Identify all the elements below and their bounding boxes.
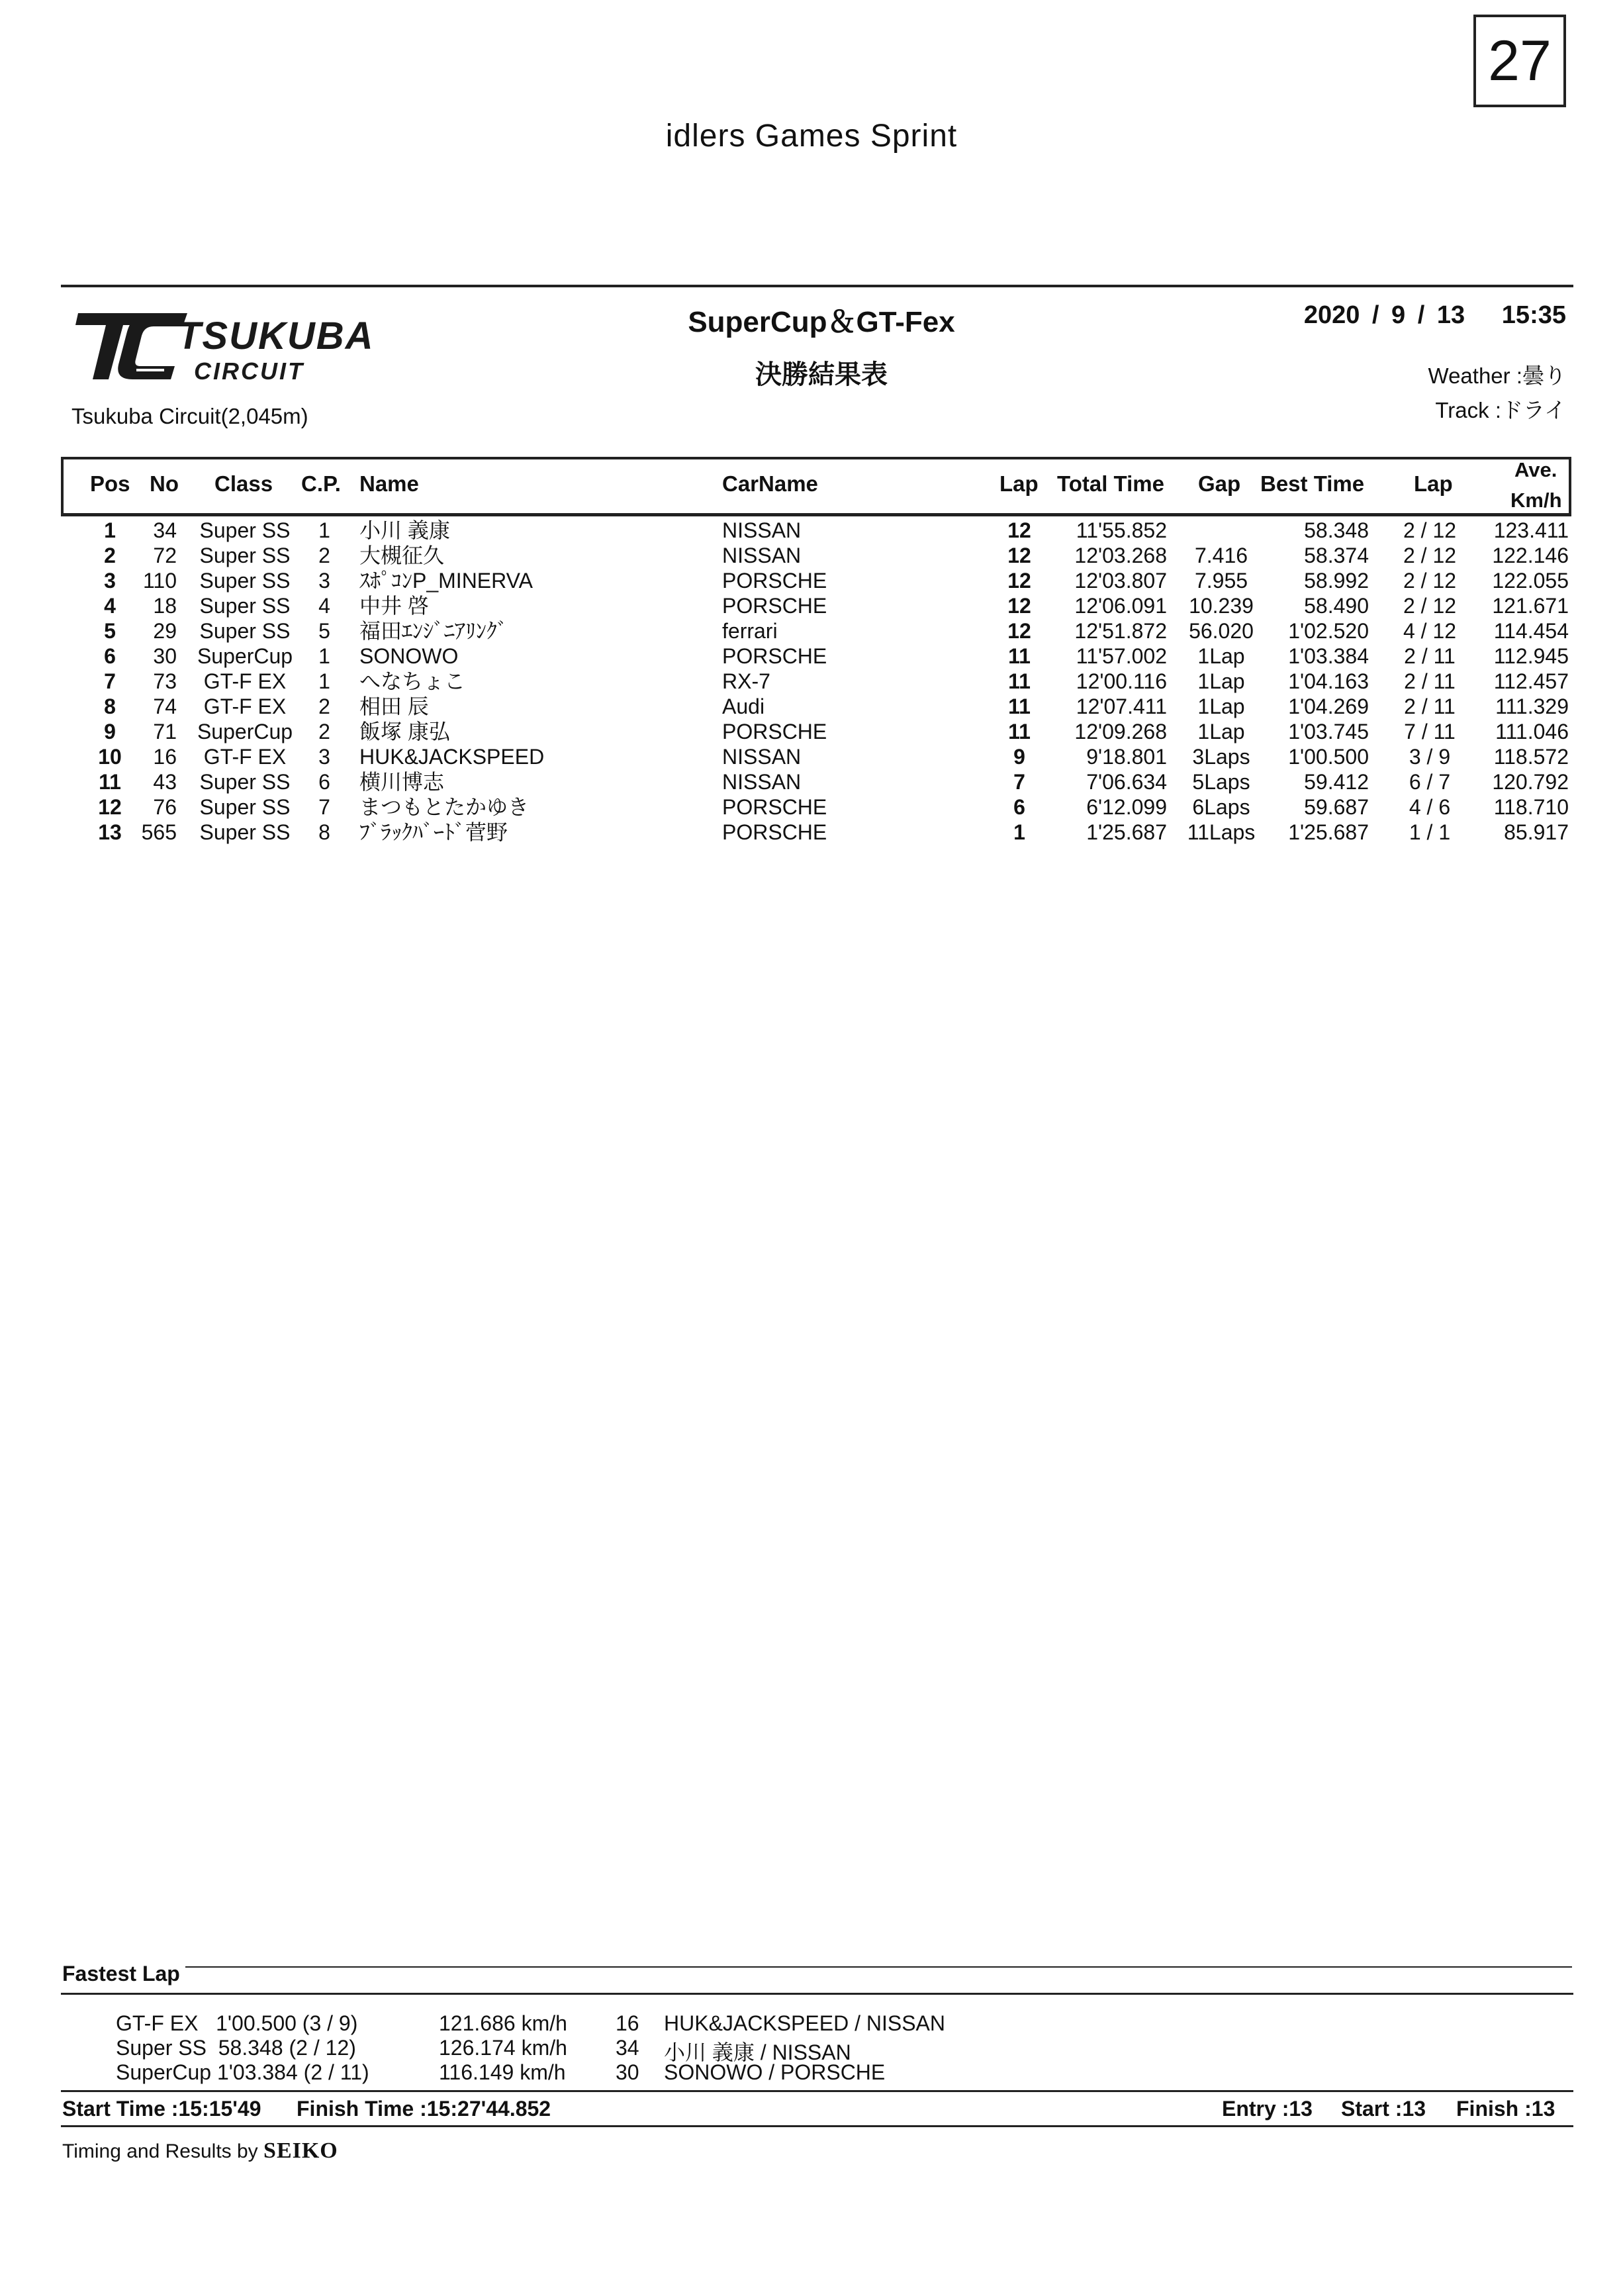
cell-class: Super SS [199,544,291,567]
cell-class: Super SS [199,795,291,819]
cell-lap: 11 [1008,644,1031,668]
cell-gap: 7.416 [1194,544,1248,567]
cell-best-lap: 4 / 6 [1409,795,1451,819]
cell-cp: 2 [318,694,330,718]
cell-total: 7'06.634 [1086,770,1167,794]
cell-best: 58.348 [1304,518,1369,542]
cell-pos: 5 [104,619,116,643]
cell-best-lap: 1 / 1 [1409,820,1451,844]
cell-best: 58.490 [1304,594,1369,618]
cell-total: 12'09.268 [1074,720,1167,743]
weather: Weather :曇り [1428,363,1566,388]
cell-best-lap: 7 / 11 [1404,720,1456,743]
race-datetime: 2020 / 9 / 13 15:35 [1303,301,1566,329]
cell-ave: 122.146 [1492,544,1569,567]
cell-best-lap: 2 / 11 [1404,694,1456,718]
cell-pos: 6 [104,644,116,668]
cell-no: 74 [153,694,177,718]
cell-car: NISSAN [722,518,802,542]
cell-best-lap: 3 / 9 [1409,745,1451,769]
cell-ave: 85.917 [1504,820,1569,844]
cell-class: Super SS [199,518,291,542]
cell-cp: 3 [318,569,330,593]
cell-pos: 4 [104,594,116,618]
cell-lap: 11 [1008,669,1031,693]
cell-gap: 1Lap [1197,694,1245,718]
cell-best: 1'04.269 [1288,694,1369,718]
table-row [0,744,1623,769]
cell-best-lap: 2 / 11 [1404,644,1456,668]
cell-car: PORSCHE [722,820,827,844]
cell-no: 72 [153,544,177,567]
cell-class: Super SS [199,569,291,593]
cell-name: ﾌﾞﾗｯｸﾊﾞｰﾄﾞ菅野 [359,820,508,844]
track-condition: Track :ドライ [1435,398,1566,422]
cell-cp: 1 [318,518,330,542]
table-row [0,694,1623,719]
cell-car: NISSAN [722,745,802,769]
fastest-lap-driver-3: SONOWO / PORSCHE [664,2060,886,2084]
cell-lap: 12 [1007,518,1031,542]
cell-class: Super SS [199,594,291,618]
cell-cp: 5 [318,619,330,643]
cell-class: Super SS [199,619,291,643]
table-row [0,644,1623,669]
cell-cp: 6 [318,770,330,794]
cell-cp: 4 [318,594,330,618]
cell-name: 相田 辰 [359,694,429,718]
cell-pos: 8 [104,694,116,718]
fastest-lap-class-3: SuperCup 1'03.384 (2 / 11) [116,2060,369,2084]
cell-class: GT-F EX [203,669,287,693]
cell-car: PORSCHE [722,720,827,743]
start-time: Start Time :15:15'49 [62,2097,261,2121]
table-row [0,618,1623,644]
cell-pos: 7 [104,669,116,693]
cell-class: SuperCup [197,720,293,743]
cell-name: へなちょこ [359,669,466,693]
cell-pos: 9 [104,720,116,743]
cell-name: 横川博志 [359,770,445,794]
table-row [0,820,1623,845]
table-row [0,593,1623,618]
fastest-lap-no-1: 16 [616,2011,639,2035]
cell-ave: 120.792 [1492,770,1569,794]
table-row [0,794,1623,820]
cell-ave: 112.457 [1493,669,1569,693]
cell-best-lap: 2 / 12 [1403,569,1457,593]
timing-credit-text: Timing and Results by [62,2140,258,2162]
cell-name: ｽﾎﾟｺﾝP_MINERVA [359,569,533,593]
cell-best-lap: 4 / 12 [1403,619,1457,643]
cell-cp: 1 [318,669,330,693]
cell-class: GT-F EX [203,694,287,718]
cell-ave: 122.055 [1492,569,1569,593]
event-title: idlers Games Sprint [665,119,958,154]
cell-total: 11'55.852 [1076,518,1167,542]
cell-name: 福田ｴﾝｼﾞﾆｱﾘﾝｸﾞ [359,619,508,643]
cell-car: Audi [722,694,765,718]
start-count: Start :13 [1341,2097,1426,2121]
cell-pos: 13 [98,820,122,844]
circuit-name: Tsukuba Circuit(2,045m) [71,404,308,428]
col-best-lap: Lap [1414,471,1453,496]
cell-gap: 5Laps [1192,770,1250,794]
cell-no: 34 [153,518,177,542]
fastest-lap-speed-2: 126.174 km/h [439,2036,567,2060]
cell-no: 18 [153,594,177,618]
cell-best-lap: 2 / 12 [1403,594,1457,618]
cell-name: まつもとたかゆき [359,795,530,819]
col-no: No [150,471,179,496]
cell-car: ferrari [722,619,778,643]
col-lap: Lap [999,471,1039,496]
cell-gap: 10.239 [1189,594,1254,618]
fastest-lap-class-2: Super SS 58.348 (2 / 12) [116,2036,356,2060]
cell-best-lap: 2 / 12 [1403,544,1457,567]
cell-pos: 3 [104,569,116,593]
cell-name: 小川 義康 [359,518,450,542]
cell-best: 1'03.745 [1288,720,1369,743]
race-name: SuperCup＆GT-Fex [688,306,955,338]
cell-name: SONOWO [359,644,459,668]
cell-lap: 12 [1007,544,1031,567]
col-best-time: Best Time [1260,471,1365,496]
page-number: 27 [1473,15,1566,107]
cell-pos: 11 [99,770,121,794]
cell-no: 76 [153,795,177,819]
logo-line2: CIRCUIT [194,358,304,385]
fastest-lap-no-3: 30 [616,2060,639,2084]
col-ave-line2: Km/h [1510,489,1562,512]
cell-car: PORSCHE [722,569,827,593]
fastest-lap-driver-2: 小川 義康 / NISSAN [664,2040,851,2064]
cell-best: 59.412 [1304,770,1369,794]
cell-best-lap: 2 / 12 [1403,518,1457,542]
finish-count: Finish :13 [1456,2097,1555,2121]
cell-ave: 114.454 [1493,619,1569,643]
cell-lap: 1 [1013,820,1025,844]
cell-cp: 1 [318,644,330,668]
fastest-lap-class-1: GT-F EX 1'00.500 (3 / 9) [116,2011,358,2035]
cell-no: 71 [153,720,177,743]
cell-cp: 8 [318,820,330,844]
cell-ave: 123.411 [1493,518,1569,542]
fastest-lap-driver-1: HUK&JACKSPEED / NISSAN [664,2011,945,2035]
cell-lap: 12 [1007,619,1031,643]
cell-cp: 2 [318,720,330,743]
table-row [0,669,1623,694]
cell-car: NISSAN [722,770,802,794]
cell-pos: 2 [104,544,116,567]
cell-total: 1'25.687 [1086,820,1167,844]
fastest-lap-no-2: 34 [616,2036,639,2060]
cell-best-lap: 6 / 7 [1409,770,1451,794]
fastest-lap-speed-3: 116.149 km/h [439,2060,566,2084]
entry-count: Entry :13 [1222,2097,1313,2121]
cell-best: 1'03.384 [1288,644,1369,668]
cell-cp: 7 [318,795,330,819]
cell-lap: 7 [1013,770,1025,794]
cell-lap: 6 [1013,795,1025,819]
cell-best: 1'25.687 [1288,820,1369,844]
cell-ave: 111.046 [1495,720,1569,743]
cell-total: 6'12.099 [1086,795,1167,819]
cell-best-lap: 2 / 11 [1404,669,1456,693]
cell-no: 565 [141,820,177,844]
cell-gap: 56.020 [1189,619,1254,643]
cell-best: 1'00.500 [1288,745,1369,769]
timing-credit [62,2138,338,2164]
logo-line1: TSUKUBA [177,314,375,358]
cell-name: 大槻征久 [359,544,445,567]
cell-no: 30 [153,644,177,668]
cell-total: 12'06.091 [1074,594,1167,618]
cell-name: 中井 啓 [359,594,429,618]
cell-gap: 1Lap [1197,644,1245,668]
table-row [0,719,1623,744]
cell-total: 12'03.807 [1074,569,1167,593]
cell-class: GT-F EX [203,745,287,769]
cell-total: 12'07.411 [1076,694,1167,718]
cell-total: 9'18.801 [1086,745,1167,769]
cell-lap: 12 [1007,594,1031,618]
fastest-lap-speed-1: 121.686 km/h [439,2011,567,2035]
cell-cp: 2 [318,544,330,567]
footer-rule-bottom [61,2125,1573,2127]
fastest-lap-rule [61,1993,1573,1995]
col-ave-line1: Ave. [1514,458,1557,481]
table-row [0,518,1623,543]
cell-best: 58.374 [1304,544,1369,567]
cell-no: 29 [153,619,177,643]
cell-best: 1'02.520 [1288,619,1369,643]
cell-gap: 1Lap [1197,720,1245,743]
col-carname: CarName [722,471,818,496]
document-title: 決勝結果表 [755,360,888,389]
cell-name: 飯塚 康弘 [359,720,450,743]
header-rule [61,285,1573,287]
fastest-lap-rule-top [185,1966,1572,1968]
cell-car: NISSAN [722,544,802,567]
cell-car: PORSCHE [722,795,827,819]
cell-lap: 11 [1008,720,1031,743]
cell-gap: 11Laps [1187,820,1256,844]
cell-ave: 111.329 [1495,694,1569,718]
cell-total: 11'57.002 [1076,644,1167,668]
cell-best: 1'04.163 [1288,669,1369,693]
cell-car: RX-7 [722,669,770,693]
cell-gap: 7.955 [1194,569,1248,593]
cell-ave: 121.671 [1492,594,1569,618]
footer-rule-top [61,2090,1573,2092]
cell-name: HUK&JACKSPEED [359,745,545,769]
col-gap: Gap [1198,471,1241,496]
col-pos: Pos [90,471,130,496]
cell-gap: 6Laps [1192,795,1250,819]
fastest-lap-title: Fastest Lap [62,1962,180,1985]
cell-car: PORSCHE [722,644,827,668]
cell-lap: 12 [1007,569,1031,593]
cell-no: 16 [153,745,177,769]
cell-best: 58.992 [1304,569,1369,593]
table-row [0,543,1623,568]
cell-cp: 3 [318,745,330,769]
cell-lap: 11 [1008,694,1031,718]
col-total-time: Total Time [1057,471,1164,496]
cell-class: Super SS [199,770,291,794]
table-row [0,769,1623,794]
cell-best: 59.687 [1304,795,1369,819]
cell-pos: 10 [98,745,122,769]
cell-car: PORSCHE [722,594,827,618]
cell-ave: 112.945 [1493,644,1569,668]
cell-no: 43 [153,770,177,794]
col-class: Class [214,471,273,496]
cell-ave: 118.572 [1493,745,1569,769]
col-cp: C.P. [301,471,341,496]
cell-lap: 9 [1013,745,1025,769]
cell-class: SuperCup [197,644,293,668]
cell-total: 12'51.872 [1074,619,1167,643]
cell-no: 73 [153,669,177,693]
cell-ave: 118.710 [1493,795,1569,819]
col-name: Name [359,471,419,496]
cell-no: 110 [142,569,177,593]
cell-pos: 1 [104,518,116,542]
cell-total: 12'00.116 [1076,669,1167,693]
table-row [0,568,1623,593]
cell-pos: 12 [98,795,122,819]
cell-gap: 3Laps [1192,745,1250,769]
cell-gap: 1Lap [1197,669,1245,693]
cell-total: 12'03.268 [1074,544,1167,567]
seiko-logo: SEIKO [263,2138,338,2163]
cell-class: Super SS [199,820,291,844]
finish-time: Finish Time :15:27'44.852 [297,2097,551,2121]
